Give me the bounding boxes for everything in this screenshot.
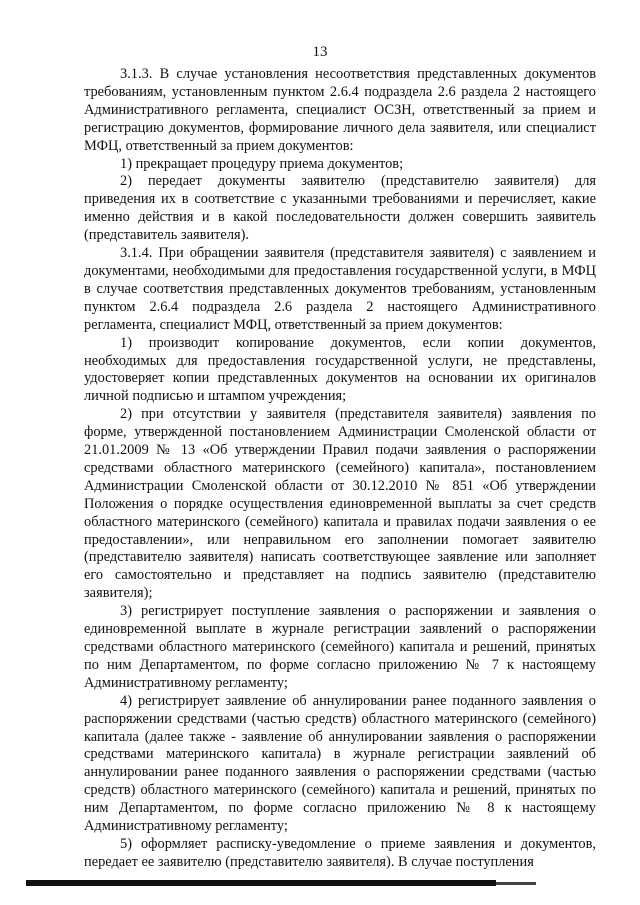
document-body xyxy=(84,66,596,872)
paragraph-3-1-3: 3.1.3. В случае установления несоответствия представленных документов требованиям, установленным пунктом 2.6.4 подраздела 2.6 раздела 2 настоящего Административного регламента, специалист ОСЗН, ответственный за прием и регистрацию документов, формирование личного дела заявителя, или специалист МФЦ, ответственный за прием документов: xyxy=(84,66,596,154)
scan-artifact-bar xyxy=(26,880,496,886)
list-item-3: 3) регистрирует поступление заявления о распоряжении и заявления о единовременной выплате в журнале регистрации заявлений о распоряжении средствами областного материнского (семейного) капитала и решений, принятых по ним Департаментом, по форме согласно приложению № 7 к настоящему Административному регламенту; xyxy=(84,603,596,691)
list-item-1: 1) прекращает процедуру приема документов; xyxy=(120,155,404,172)
list-item-2: 2) передает документы заявителю (представителю заявителя) для приведения их в соответствие с указанными требованиями и перечисляет, какие именно действия и в какой последовательности должен совершить заявитель (представитель заявителя). xyxy=(84,173,596,244)
paragraph-3-1-4: 3.1.4. При обращении заявителя (представителя заявителя) с заявлением и документами, необходимыми для предоставления государственной услуги, в МФЦ в случае соответствия представленных документов требованиям, установленным пунктом 2.6.4 подраздела 2.6 раздела 2 настоящего Административного регламента, специалист МФЦ, ответственный за прием документов: xyxy=(84,245,596,333)
list-item-1: 1) производит копирование документов, если копии документов, необходимых для предоставления государственной услуги, не представлены, удостоверяет копии представленных документов на основании их оригиналов личной подписью и штампом учреждения; xyxy=(84,334,596,405)
list-item-4: 4) регистрирует заявление об аннулировании ранее поданного заявления о распоряжении средствами (частью средств) областного материнского (семейного) капитала (далее также - заявление об аннулировании заявления о распоряжении средствами материнского капитала) в журнале регистрации заявлений об аннулировании ранее поданного заявления о распоряжении средствами (частью средств) областного материнского (семейного) капитала и решений, принятых по ним Департаментом, по форме согласно приложению № 8 к настоящему Административному регламенту; xyxy=(84,692,596,835)
page-number: 13 xyxy=(312,44,328,60)
list-item-5: 5) оформляет расписку-уведомление о приеме заявления и документов, передает ее заявителю (представителю заявителя). В случае поступления xyxy=(84,835,596,870)
list-item-2: 2) при отсутствии у заявителя (представителя заявителя) заявления по форме, утвержденной постановлением Администрации Смоленской области от 21.01.2009 № 13 «Об утверждении Правил подачи заявления о распоряжении средствами областного материнского (семейного) капитала», постановлением Администрации Смоленской области от 30.12.2010 № 851 «Об утверждении Положения о порядке осуществления единовременной выплаты за счет средств областного материнского (семейного) капитала и правилах подачи заявления о ее предоставлении», или неправильном его заполнении помогает заявителю (представителю заявителя) написать соответствующее заявление или заполняет его самостоятельно и представляет на подпись заявителю (представителю заявителя); xyxy=(84,406,596,602)
scan-artifact-bar-tail xyxy=(496,882,536,885)
